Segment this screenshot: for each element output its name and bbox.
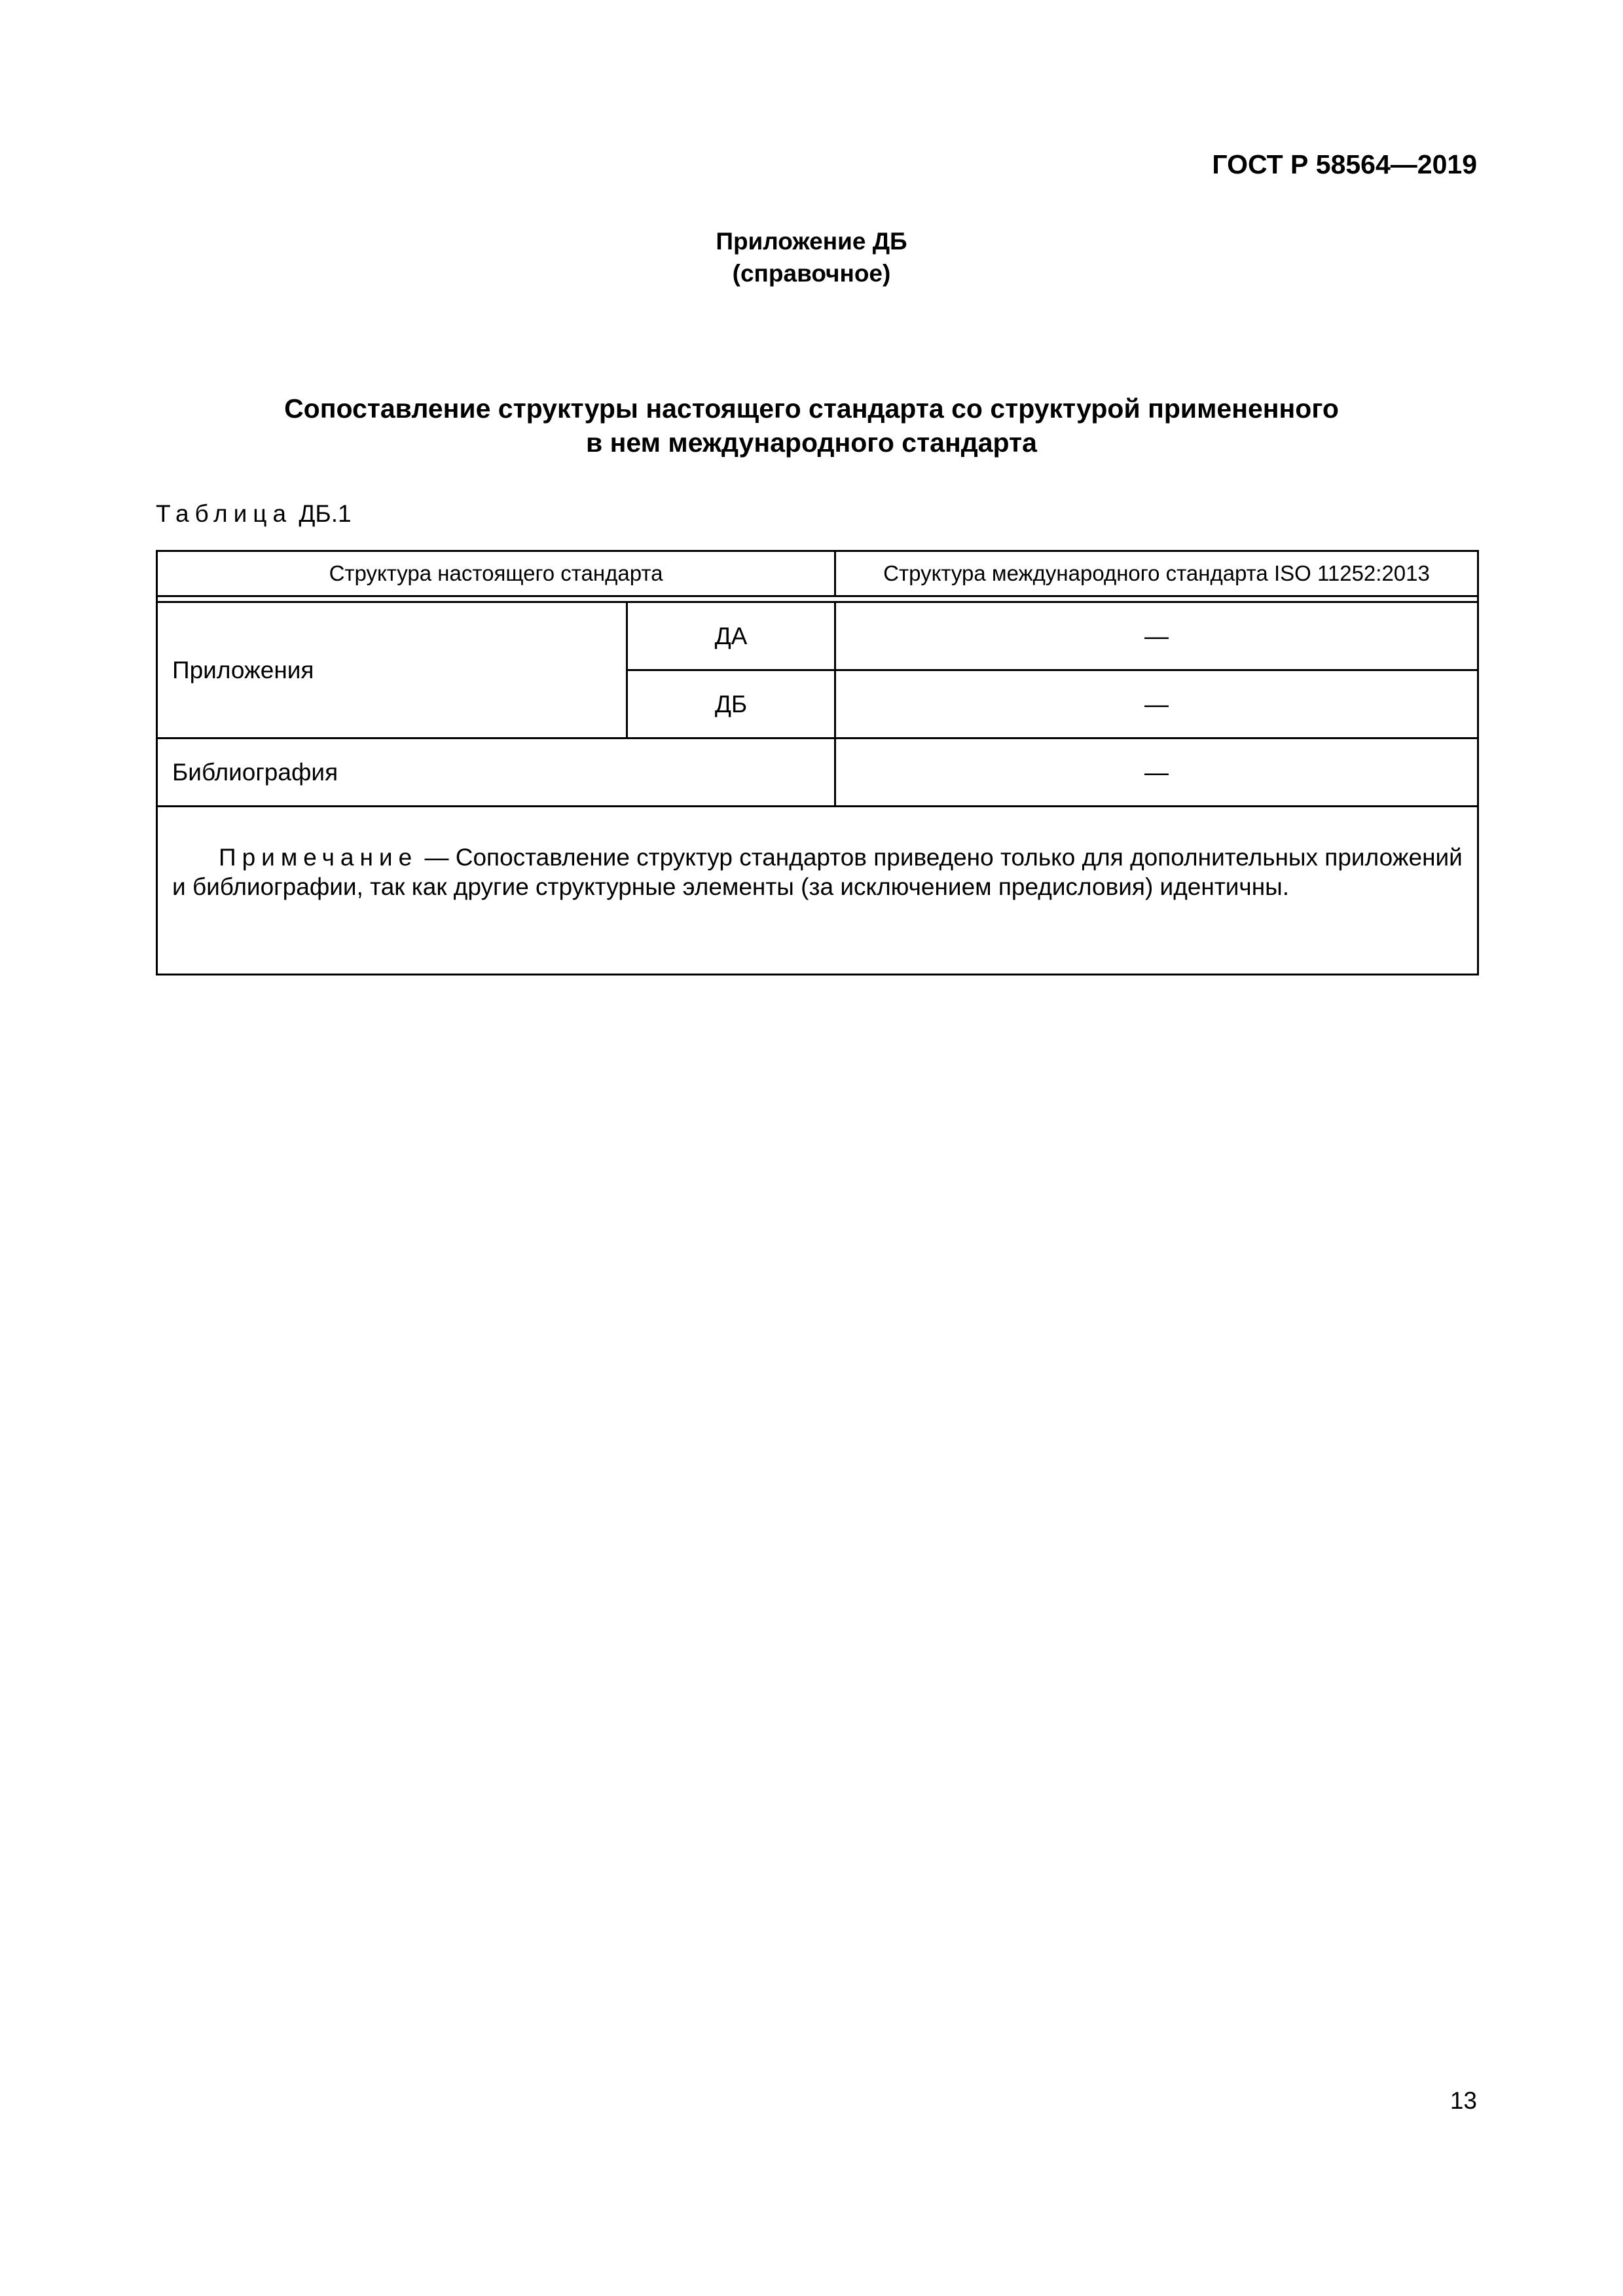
table-row — [157, 602, 1478, 670]
table-note — [157, 807, 1478, 975]
document-code: ГОСТ Р 58564—2019 — [1212, 149, 1477, 179]
annex-b-cell: ДБ — [627, 670, 835, 738]
annex-title-line-2: в нем международного стандарта — [586, 428, 1037, 458]
header-national-structure: Структура настоящего стандарта — [157, 551, 835, 596]
annex-title — [0, 392, 1623, 460]
annex-heading — [0, 225, 1623, 289]
header-international-structure: Структура международного стандарта ISO 11252:2013 — [835, 551, 1478, 596]
bibliography-label-cell: Библиография — [157, 738, 835, 807]
note-label: Примечание — [219, 844, 418, 871]
structure-comparison-table — [156, 550, 1479, 975]
table-row — [157, 738, 1478, 807]
annex-b-value-cell: — — [835, 670, 1478, 738]
annex-label: Приложение ДБ — [716, 228, 907, 255]
table-caption-label: Таблица — [156, 500, 293, 527]
note-row — [157, 807, 1478, 975]
annex-a-value-cell: — — [835, 602, 1478, 670]
annex-status: (справочное) — [732, 260, 891, 287]
annex-a-cell: ДА — [627, 602, 835, 670]
table-caption — [156, 500, 352, 528]
annex-title-line-1: Сопоставление структуры настоящего стандарта со структурой примененного — [284, 393, 1339, 424]
table-header-row — [157, 551, 1478, 596]
page-number: 13 — [1450, 2087, 1477, 2114]
note-text: — Сопоставление структур стандартов приведено только для дополнительных приложений и библиографии, так как другие структурные элементы (за исключением предисловия) идентичны. — [172, 844, 1463, 900]
annexes-label-cell: Приложения — [157, 602, 627, 738]
header-separator — [157, 596, 1478, 602]
table-caption-number: ДБ.1 — [292, 500, 352, 527]
bibliography-value-cell: — — [835, 738, 1478, 807]
